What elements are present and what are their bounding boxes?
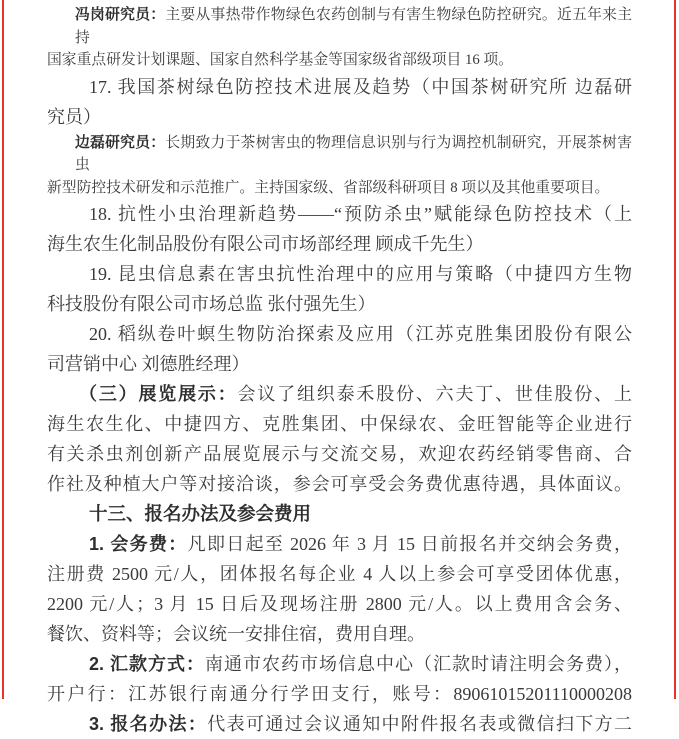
exhibition-text: 会议了组织泰禾股份、六夫丁、世佳股份、上 bbox=[237, 384, 633, 404]
payment-text: 南通市农药市场信息中心（汇款时请注明会务费）， bbox=[205, 654, 633, 674]
payment-label: 2. 汇款方式： bbox=[89, 654, 206, 674]
exhibition-heading: （三）展览展示： bbox=[79, 384, 238, 404]
page-border-right-line bbox=[674, 0, 676, 699]
fee-text: 凡即日起至 2026 年 3 月 15 日前报名并交纳会务费， bbox=[187, 534, 633, 554]
paragraph-registration-method bbox=[47, 709, 632, 739]
bio-text: 长期致力于茶树害虫的物理信息识别与行为调控机制研究，开展茶树害虫 bbox=[75, 134, 632, 173]
document-content bbox=[47, 4, 632, 739]
agenda-line: 科技股份有限公司市场总监 张付强先生） bbox=[47, 294, 376, 314]
agenda-line: 究员） bbox=[47, 106, 101, 127]
paragraph-registration-fee bbox=[47, 529, 632, 649]
fee-line: 餐饮、资料等；会议统一安排住宿，费用自理。 bbox=[47, 624, 425, 644]
paragraph-agenda-item-20 bbox=[47, 319, 632, 379]
section-13-heading: 十三、报名办法及参会费用 bbox=[89, 503, 312, 524]
fee-line bbox=[47, 529, 632, 559]
agenda-line: 20. 稻纵卷叶螟生物防治探索及应用（江苏克胜集团股份有限公 bbox=[89, 324, 632, 344]
register-text: 代表可通过会议通知中附件报名表或微信扫下方二 bbox=[207, 714, 632, 734]
paragraph-agenda-item-19 bbox=[47, 259, 632, 319]
paragraph-exhibition-section bbox=[47, 379, 632, 499]
exhibition-line: 有关杀虫剂创新产品展览展示与交流交易，欢迎农药经销零售商、合 bbox=[47, 444, 632, 464]
agenda-line: 17. 我国茶树绿色防控技术进展及趋势（中国茶树研究所 边磊研 bbox=[89, 76, 632, 97]
paragraph-payment-method bbox=[47, 649, 632, 709]
agenda-line: 司营销中心 刘德胜经理） bbox=[47, 354, 250, 374]
bio-line bbox=[47, 132, 632, 177]
agenda-line: 海生农生化制品股份有限公司市场部经理 顾成千先生） bbox=[47, 234, 484, 254]
agenda-line: 18. 抗性小虫治理新趋势——“预防杀虫”赋能绿色防控技术（上 bbox=[89, 204, 632, 224]
speaker-name-bianlei: 边磊研究员： bbox=[75, 134, 166, 151]
paragraph-agenda-item-18 bbox=[47, 199, 632, 259]
fee-label: 1. 会务费： bbox=[89, 534, 188, 554]
register-line bbox=[47, 709, 632, 739]
paragraph-speaker-bio-fenggang bbox=[47, 4, 632, 72]
exhibition-line: 作社及种植大户等对接洽谈，参会可享受会务费优惠待遇，具体面议。 bbox=[47, 474, 632, 494]
paragraph-agenda-item-17 bbox=[47, 72, 632, 132]
fee-line: 2200 元/人；3 月 15 日后及现场注册 2800 元/人。以上费用含会务、 bbox=[47, 594, 632, 614]
fee-line: 注册费 2500 元/人，团体报名每企业 4 人以上参会可享受团体优惠， bbox=[47, 564, 632, 584]
bio-line bbox=[47, 4, 632, 49]
agenda-line: 19. 昆虫信息素在害虫抗性治理中的应用与策略（中捷四方生物 bbox=[89, 264, 632, 284]
bio-line: 新型防控技术研发和示范推广。主持国家级、省部级科研项目 8 项以及其他重要项目。 bbox=[47, 179, 610, 196]
register-label: 3. 报名办法： bbox=[89, 714, 208, 734]
bio-text: 主要从事热带作物绿色农药创制与有害生物绿色防控研究。近五年来主持 bbox=[75, 7, 632, 46]
exhibition-line bbox=[47, 379, 632, 409]
paragraph-speaker-bio-bianlei bbox=[47, 132, 632, 200]
speaker-name-fenggang: 冯岗研究员： bbox=[75, 7, 166, 23]
page-border-left-line bbox=[2, 0, 4, 699]
payment-line bbox=[47, 649, 632, 679]
exhibition-line: 海生农生化、中捷四方、克胜集团、中保绿农、金旺智能等企业进行 bbox=[47, 414, 632, 434]
bio-line: 国家重点研发计划课题、国家自然科学基金等国家级省部级项目 16 项。 bbox=[47, 52, 514, 68]
payment-line: 开户行：江苏银行南通分行学田支行，账号：89061015201110000208 bbox=[47, 684, 632, 704]
